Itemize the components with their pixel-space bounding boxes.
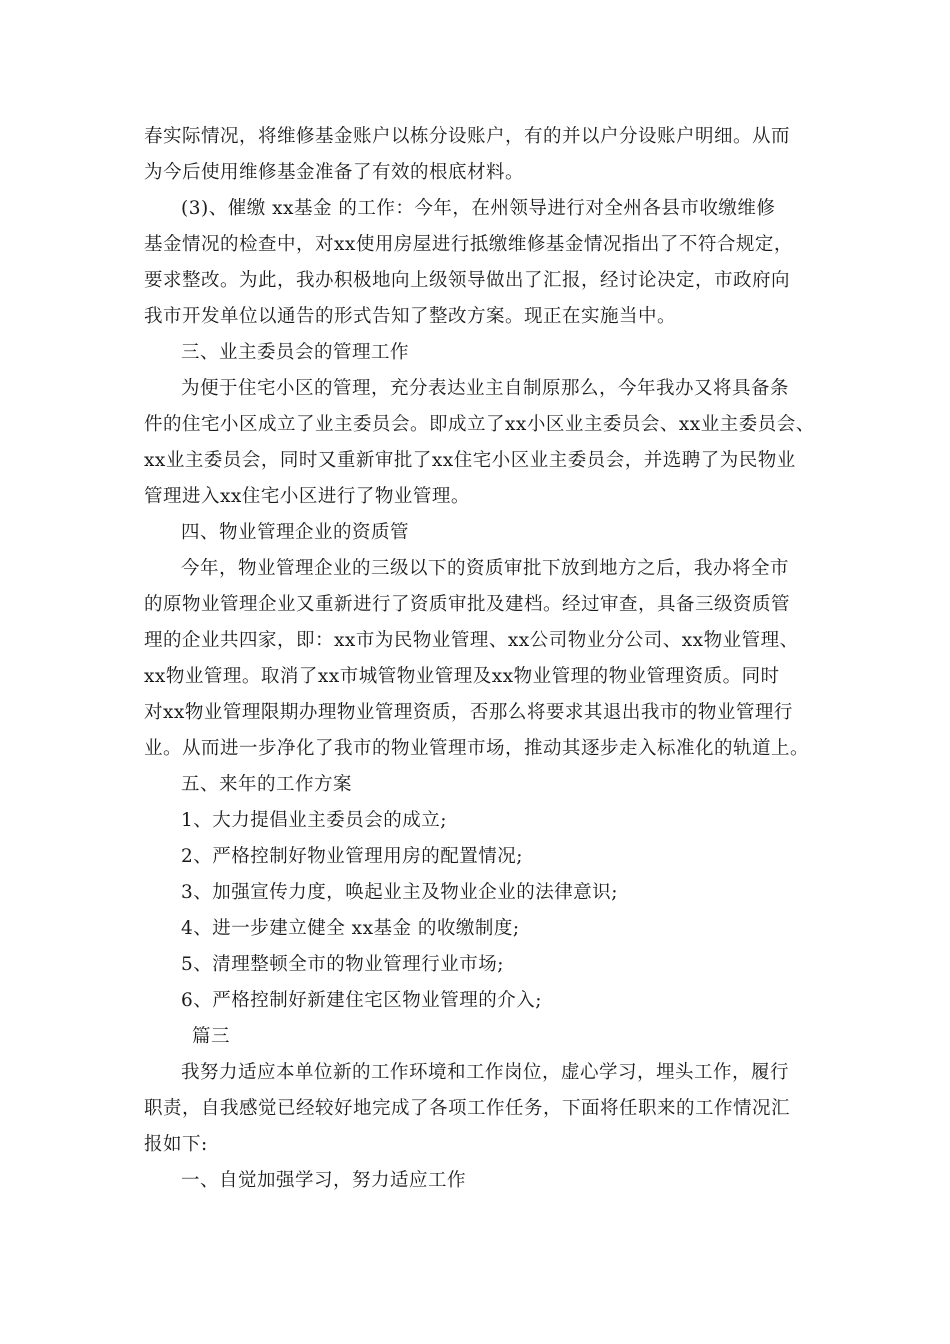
body-text-line: 春实际情况，将维修基金账户以栋分设账户，有的并以户分设账户明细。从而	[144, 126, 791, 147]
body-text-line: 报如下:	[144, 1134, 208, 1155]
body-text-line: 我努力适应本单位新的工作环境和工作岗位，虚心学习，埋头工作，履行	[181, 1062, 790, 1083]
list-item: 2、严格控制好物业管理用房的配置情况;	[181, 846, 524, 867]
body-text-line: 我市开发单位以通告的形式告知了整改方案。现正在实施当中。	[144, 306, 677, 327]
body-text-line: 的原物业管理企业又重新进行了资质审批及建档。经过审查，具备三级资质管	[144, 594, 791, 615]
section-heading: 一、自觉加强学习，努力适应工作	[181, 1170, 467, 1191]
list-item: 5、清理整顿全市的物业管理行业市场;	[181, 954, 505, 975]
list-item: 4、进一步建立健全 xx基金 的收缴制度;	[181, 918, 520, 939]
body-text-line: 件的住宅小区成立了业主委员会。即成立了xx小区业主委员会、xx业主委员会、	[144, 414, 815, 435]
body-text-line: 理的企业共四家，即：xx市为民物业管理、xx公司物业分公司、xx物业管理、	[144, 630, 799, 651]
list-item: 1、大力提倡业主委员会的成立;	[181, 810, 448, 831]
part-heading: 篇三	[192, 1026, 231, 1047]
list-item: 3、加强宣传力度，唤起业主及物业企业的法律意识;	[181, 882, 619, 903]
body-text-line: 对xx物业管理限期办理物业管理资质，否那么将要求其退出我市的物业管理行	[144, 702, 793, 723]
list-item: 6、严格控制好新建住宅区物业管理的介入;	[181, 990, 543, 1011]
section-heading: 三、业主委员会的管理工作	[181, 342, 410, 363]
body-text-line: 为便于住宅小区的管理，充分表达业主自制原那么，今年我办又将具备条	[181, 378, 790, 399]
body-text-line: 基金情况的检查中，对xx使用房屋进行抵缴维修基金情况指出了不符合规定，	[144, 234, 793, 255]
body-text-line: xx物业管理。取消了xx市城管物业管理及xx物业管理的物业管理资质。同时	[144, 666, 780, 687]
body-text-line: 要求整改。为此，我办积极地向上级领导做出了汇报，经讨论决定，市政府向	[144, 270, 791, 291]
body-text-line: 职责，自我感觉已经较好地完成了各项工作任务，下面将任职来的工作情况汇	[144, 1098, 791, 1119]
body-text-line: 为今后使用维修基金准备了有效的根底材料。	[144, 162, 525, 183]
body-text-line: 业。从而进一步净化了我市的物业管理市场，推动其逐步走入标准化的轨道上。	[144, 738, 810, 759]
body-text-line: xx业主委员会，同时又重新审批了xx住宅小区业主委员会，并选聘了为民物业	[144, 450, 796, 471]
body-text-line: 今年，物业管理企业的三级以下的资质审批下放到地方之后，我办将全市	[181, 558, 790, 579]
section-heading: 四、物业管理企业的资质管	[181, 522, 410, 543]
body-text-line: (3)、催缴 xx基金 的工作：今年，在州领导进行对全州各县市收缴维修	[181, 198, 776, 219]
section-heading: 五、来年的工作方案	[181, 774, 353, 795]
body-text-line: 管理进入xx住宅小区进行了物业管理。	[144, 486, 470, 507]
